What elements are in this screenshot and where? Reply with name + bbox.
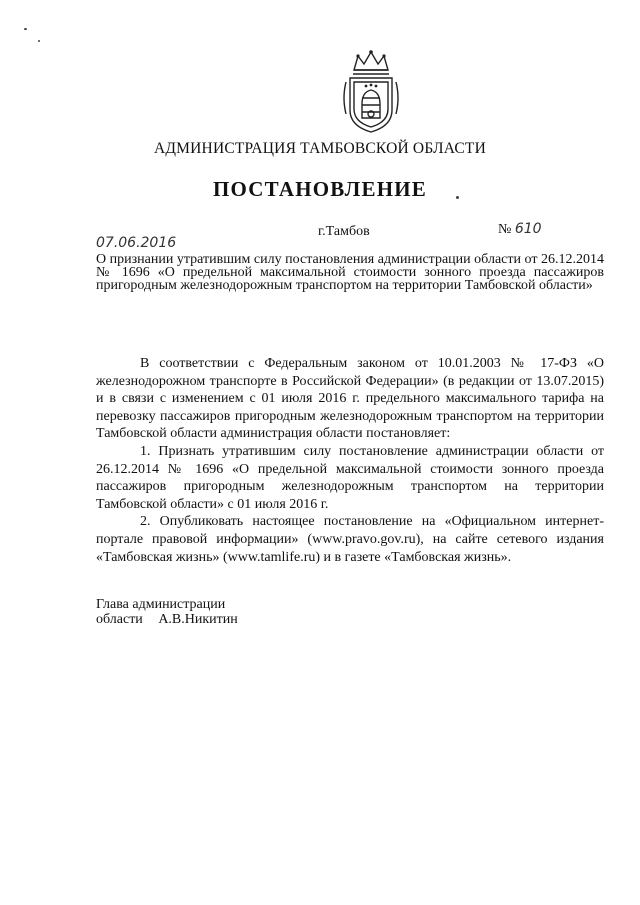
city-label: г.Тамбов — [318, 224, 370, 239]
organization-title: АДМИНИСТРАЦИЯ ТАМБОВСКОЙ ОБЛАСТИ — [154, 140, 486, 157]
signature-block — [96, 597, 238, 627]
scan-speck — [456, 196, 459, 199]
coat-of-arms-icon — [332, 48, 410, 136]
signature-title-line2: области — [96, 612, 143, 627]
document-date: 07.06.2016 — [96, 235, 177, 251]
scan-speck — [24, 28, 27, 30]
signature-row — [96, 612, 238, 627]
scan-speck — [38, 40, 40, 42]
signatory-name: А.В.Никитин — [158, 612, 238, 627]
item-1-paragraph: 1. Признать утратившим силу постановление администрации области от 26.12.2014 № 1696 «О предельной максимальной стоимости зонного проезда пассажиров пригородным железнодорожным транспортом на территории Тамбовской области» с 01 июля 2016 г. — [96, 443, 604, 512]
signature-title-line1: Глава администрации — [96, 597, 226, 612]
document-type-title: ПОСТАНОВЛЕНИЕ — [212, 177, 428, 201]
document-subject: О признании утратившим силу постановления администрации области от 26.12.2014 № 1696 «О предельной максимальной стоимости зонного проезда пассажиров пригородным железнодорожным транспортом на территории Тамбовской области» — [96, 252, 604, 293]
number-value: 610 — [514, 221, 542, 237]
item-2-paragraph: 2. Опубликовать настоящее постановление на «Официальном интернет-портале правовой информации» (www.pravo.gov.ru), на сайте сетевого издания «Тамбовская жизнь» (www.tamlife.ru) и в газете «Тамбовская жизнь». — [96, 514, 604, 565]
preamble-paragraph: В соответствии с Федеральным законом от 10.01.2003 № 17-ФЗ «О железнодорожном транспорте в Российской Федерации» (в редакции от 13.07.2015) и в связи с изменением с 01 июля 2016 г. предельного максимального тарифа на перевозку пассажиров пригородным железнодорожным транспортом на территории Тамбовской области администрация области постановляет: — [96, 356, 604, 442]
document-number — [498, 221, 542, 238]
document-body — [96, 355, 604, 566]
number-sign: № — [498, 222, 512, 237]
